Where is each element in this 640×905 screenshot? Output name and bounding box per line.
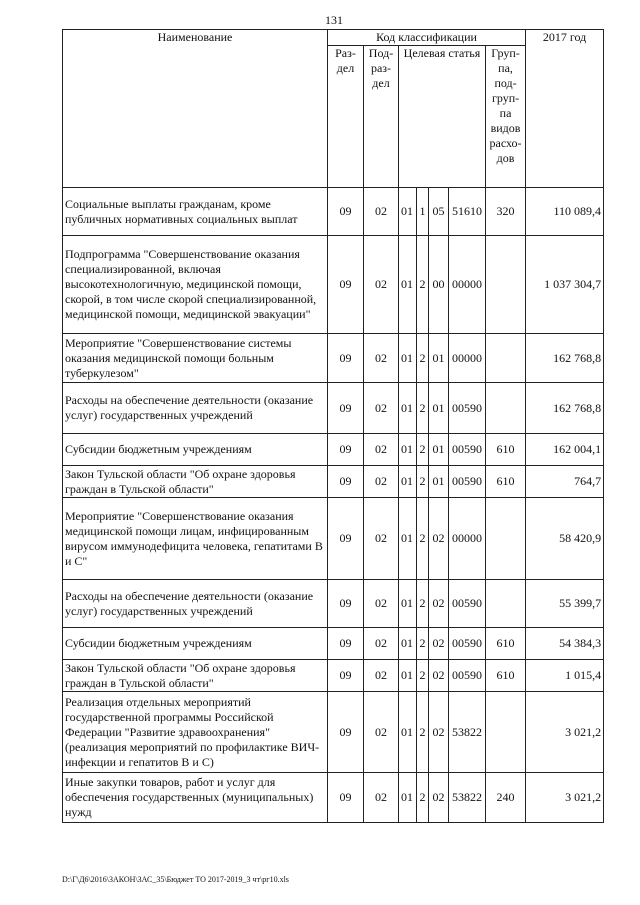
row-target-activity: 01 <box>429 466 449 498</box>
row-section: 09 <box>328 334 364 383</box>
row-expense-group <box>486 383 526 434</box>
row-target-program: 01 <box>399 383 417 434</box>
budget-table <box>62 29 604 823</box>
row-section: 09 <box>328 188 364 236</box>
row-target-subprogram: 2 <box>417 628 429 660</box>
row-section: 09 <box>328 580 364 628</box>
row-subsection: 02 <box>364 188 399 236</box>
row-name: Субсидии бюджетным учреждениям <box>63 628 328 660</box>
row-subsection: 02 <box>364 383 399 434</box>
row-target-program: 01 <box>399 773 417 823</box>
row-target-direction: 00000 <box>449 236 486 334</box>
row-target-subprogram: 1 <box>417 188 429 236</box>
row-target-program: 01 <box>399 334 417 383</box>
table-row <box>63 466 604 498</box>
row-subsection: 02 <box>364 334 399 383</box>
row-subsection: 02 <box>364 236 399 334</box>
row-expense-group: 610 <box>486 434 526 466</box>
row-target-subprogram: 2 <box>417 434 429 466</box>
table-row <box>63 692 604 773</box>
row-target-activity: 02 <box>429 628 449 660</box>
row-section: 09 <box>328 660 364 692</box>
row-target-program: 01 <box>399 660 417 692</box>
row-section: 09 <box>328 692 364 773</box>
table-row <box>63 383 604 434</box>
row-section: 09 <box>328 498 364 580</box>
row-target-direction: 53822 <box>449 692 486 773</box>
file-path-footer: D:\Г\Д6\2016\ЗАКОН\ЗАС_35\Бюджет ТО 2017-2019_3 чт\рг10.xls <box>62 875 289 884</box>
table-row <box>63 188 604 236</box>
row-expense-group: 610 <box>486 660 526 692</box>
header-code-group: Код классификации <box>328 30 526 46</box>
row-target-direction: 00590 <box>449 466 486 498</box>
row-target-program: 01 <box>399 188 417 236</box>
row-subsection: 02 <box>364 580 399 628</box>
row-target-direction: 00590 <box>449 383 486 434</box>
table-row <box>63 236 604 334</box>
header-section: Раз- дел <box>328 46 364 188</box>
row-expense-group <box>486 236 526 334</box>
row-amount: 162 768,8 <box>526 334 604 383</box>
row-target-direction: 00000 <box>449 334 486 383</box>
row-target-subprogram: 2 <box>417 692 429 773</box>
table-row <box>63 660 604 692</box>
row-section: 09 <box>328 383 364 434</box>
row-target-activity: 02 <box>429 773 449 823</box>
row-target-program: 01 <box>399 236 417 334</box>
row-target-subprogram: 2 <box>417 773 429 823</box>
header-subsection: Под- раз- дел <box>364 46 399 188</box>
row-section: 09 <box>328 434 364 466</box>
row-target-program: 01 <box>399 434 417 466</box>
row-expense-group: 320 <box>486 188 526 236</box>
row-target-program: 01 <box>399 498 417 580</box>
row-name: Закон Тульской области "Об охране здоровья граждан в Тульской области" <box>63 660 328 692</box>
row-section: 09 <box>328 628 364 660</box>
row-name: Мероприятие "Совершенствование оказания медицинской помощи лицам, инфицированным вирусом иммунодефицита человека, гепатитами В и С" <box>63 498 328 580</box>
table-row <box>63 773 604 823</box>
table-row <box>63 434 604 466</box>
row-target-program: 01 <box>399 628 417 660</box>
row-name: Мероприятие "Совершенствование системы оказания медицинской помощи больным туберкулезом" <box>63 334 328 383</box>
row-target-direction: 00590 <box>449 628 486 660</box>
row-target-subprogram: 2 <box>417 236 429 334</box>
row-target-subprogram: 2 <box>417 466 429 498</box>
row-name: Субсидии бюджетным учреждениям <box>63 434 328 466</box>
row-target-subprogram: 2 <box>417 334 429 383</box>
row-expense-group <box>486 498 526 580</box>
row-amount: 110 089,4 <box>526 188 604 236</box>
row-amount: 162 004,1 <box>526 434 604 466</box>
row-amount: 1 015,4 <box>526 660 604 692</box>
row-target-activity: 00 <box>429 236 449 334</box>
row-expense-group: 610 <box>486 628 526 660</box>
row-target-activity: 02 <box>429 498 449 580</box>
row-target-program: 01 <box>399 580 417 628</box>
row-amount: 55 399,7 <box>526 580 604 628</box>
row-target-direction: 00000 <box>449 498 486 580</box>
row-target-activity: 02 <box>429 580 449 628</box>
row-target-activity: 01 <box>429 383 449 434</box>
row-subsection: 02 <box>364 628 399 660</box>
row-name: Подпрограмма "Совершенствование оказания специализированной, включая высокотехнологичную, медицинской помощи, скорой, в том числе скорой специализированной, медицинской помощи, медицинской эвакуации" <box>63 236 328 334</box>
header-year: 2017 год <box>526 30 604 188</box>
row-target-activity: 01 <box>429 334 449 383</box>
page-number: 131 <box>325 13 343 27</box>
row-amount: 3 021,2 <box>526 773 604 823</box>
row-section: 09 <box>328 466 364 498</box>
row-target-subprogram: 2 <box>417 660 429 692</box>
row-expense-group <box>486 692 526 773</box>
row-subsection: 02 <box>364 660 399 692</box>
row-subsection: 02 <box>364 773 399 823</box>
row-subsection: 02 <box>364 498 399 580</box>
row-amount: 58 420,9 <box>526 498 604 580</box>
row-amount: 162 768,8 <box>526 383 604 434</box>
row-expense-group <box>486 580 526 628</box>
header-name: Наименование <box>63 30 328 188</box>
row-target-activity: 02 <box>429 692 449 773</box>
row-amount: 764,7 <box>526 466 604 498</box>
row-expense-group: 240 <box>486 773 526 823</box>
header-expense-group: Груп- па, под- груп- па видов расхо- дов <box>486 46 526 188</box>
row-target-subprogram: 2 <box>417 383 429 434</box>
row-target-direction: 53822 <box>449 773 486 823</box>
row-expense-group <box>486 334 526 383</box>
row-name: Реализация отдельных мероприятий государственной программы Российской Федерации "Развитие здравоохранения" (реализация мероприятий по профилактике ВИЧ-инфекции и гепатитов В и С) <box>63 692 328 773</box>
row-target-direction: 51610 <box>449 188 486 236</box>
row-expense-group: 610 <box>486 466 526 498</box>
row-name: Иные закупки товаров, работ и услуг для обеспечения государственных (муниципальных) нужд <box>63 773 328 823</box>
row-target-activity: 02 <box>429 660 449 692</box>
row-target-subprogram: 2 <box>417 498 429 580</box>
row-name: Расходы на обеспечение деятельности (оказание услуг) государственных учреждений <box>63 580 328 628</box>
row-target-subprogram: 2 <box>417 580 429 628</box>
row-target-direction: 00590 <box>449 434 486 466</box>
row-amount: 3 021,2 <box>526 692 604 773</box>
row-subsection: 02 <box>364 434 399 466</box>
table-row <box>63 580 604 628</box>
row-target-program: 01 <box>399 692 417 773</box>
header-target-item: Целевая статья <box>399 46 486 188</box>
row-section: 09 <box>328 773 364 823</box>
row-subsection: 02 <box>364 692 399 773</box>
row-name: Закон Тульской области "Об охране здоровья граждан в Тульской области" <box>63 466 328 498</box>
row-target-program: 01 <box>399 466 417 498</box>
row-subsection: 02 <box>364 466 399 498</box>
table-row <box>63 628 604 660</box>
row-name: Расходы на обеспечение деятельности (оказание услуг) государственных учреждений <box>63 383 328 434</box>
row-section: 09 <box>328 236 364 334</box>
table-row <box>63 498 604 580</box>
row-target-activity: 01 <box>429 434 449 466</box>
row-amount: 1 037 304,7 <box>526 236 604 334</box>
table-row <box>63 334 604 383</box>
row-name: Социальные выплаты гражданам, кроме публичных нормативных социальных выплат <box>63 188 328 236</box>
row-target-direction: 00590 <box>449 580 486 628</box>
row-target-activity: 05 <box>429 188 449 236</box>
row-target-direction: 00590 <box>449 660 486 692</box>
row-amount: 54 384,3 <box>526 628 604 660</box>
